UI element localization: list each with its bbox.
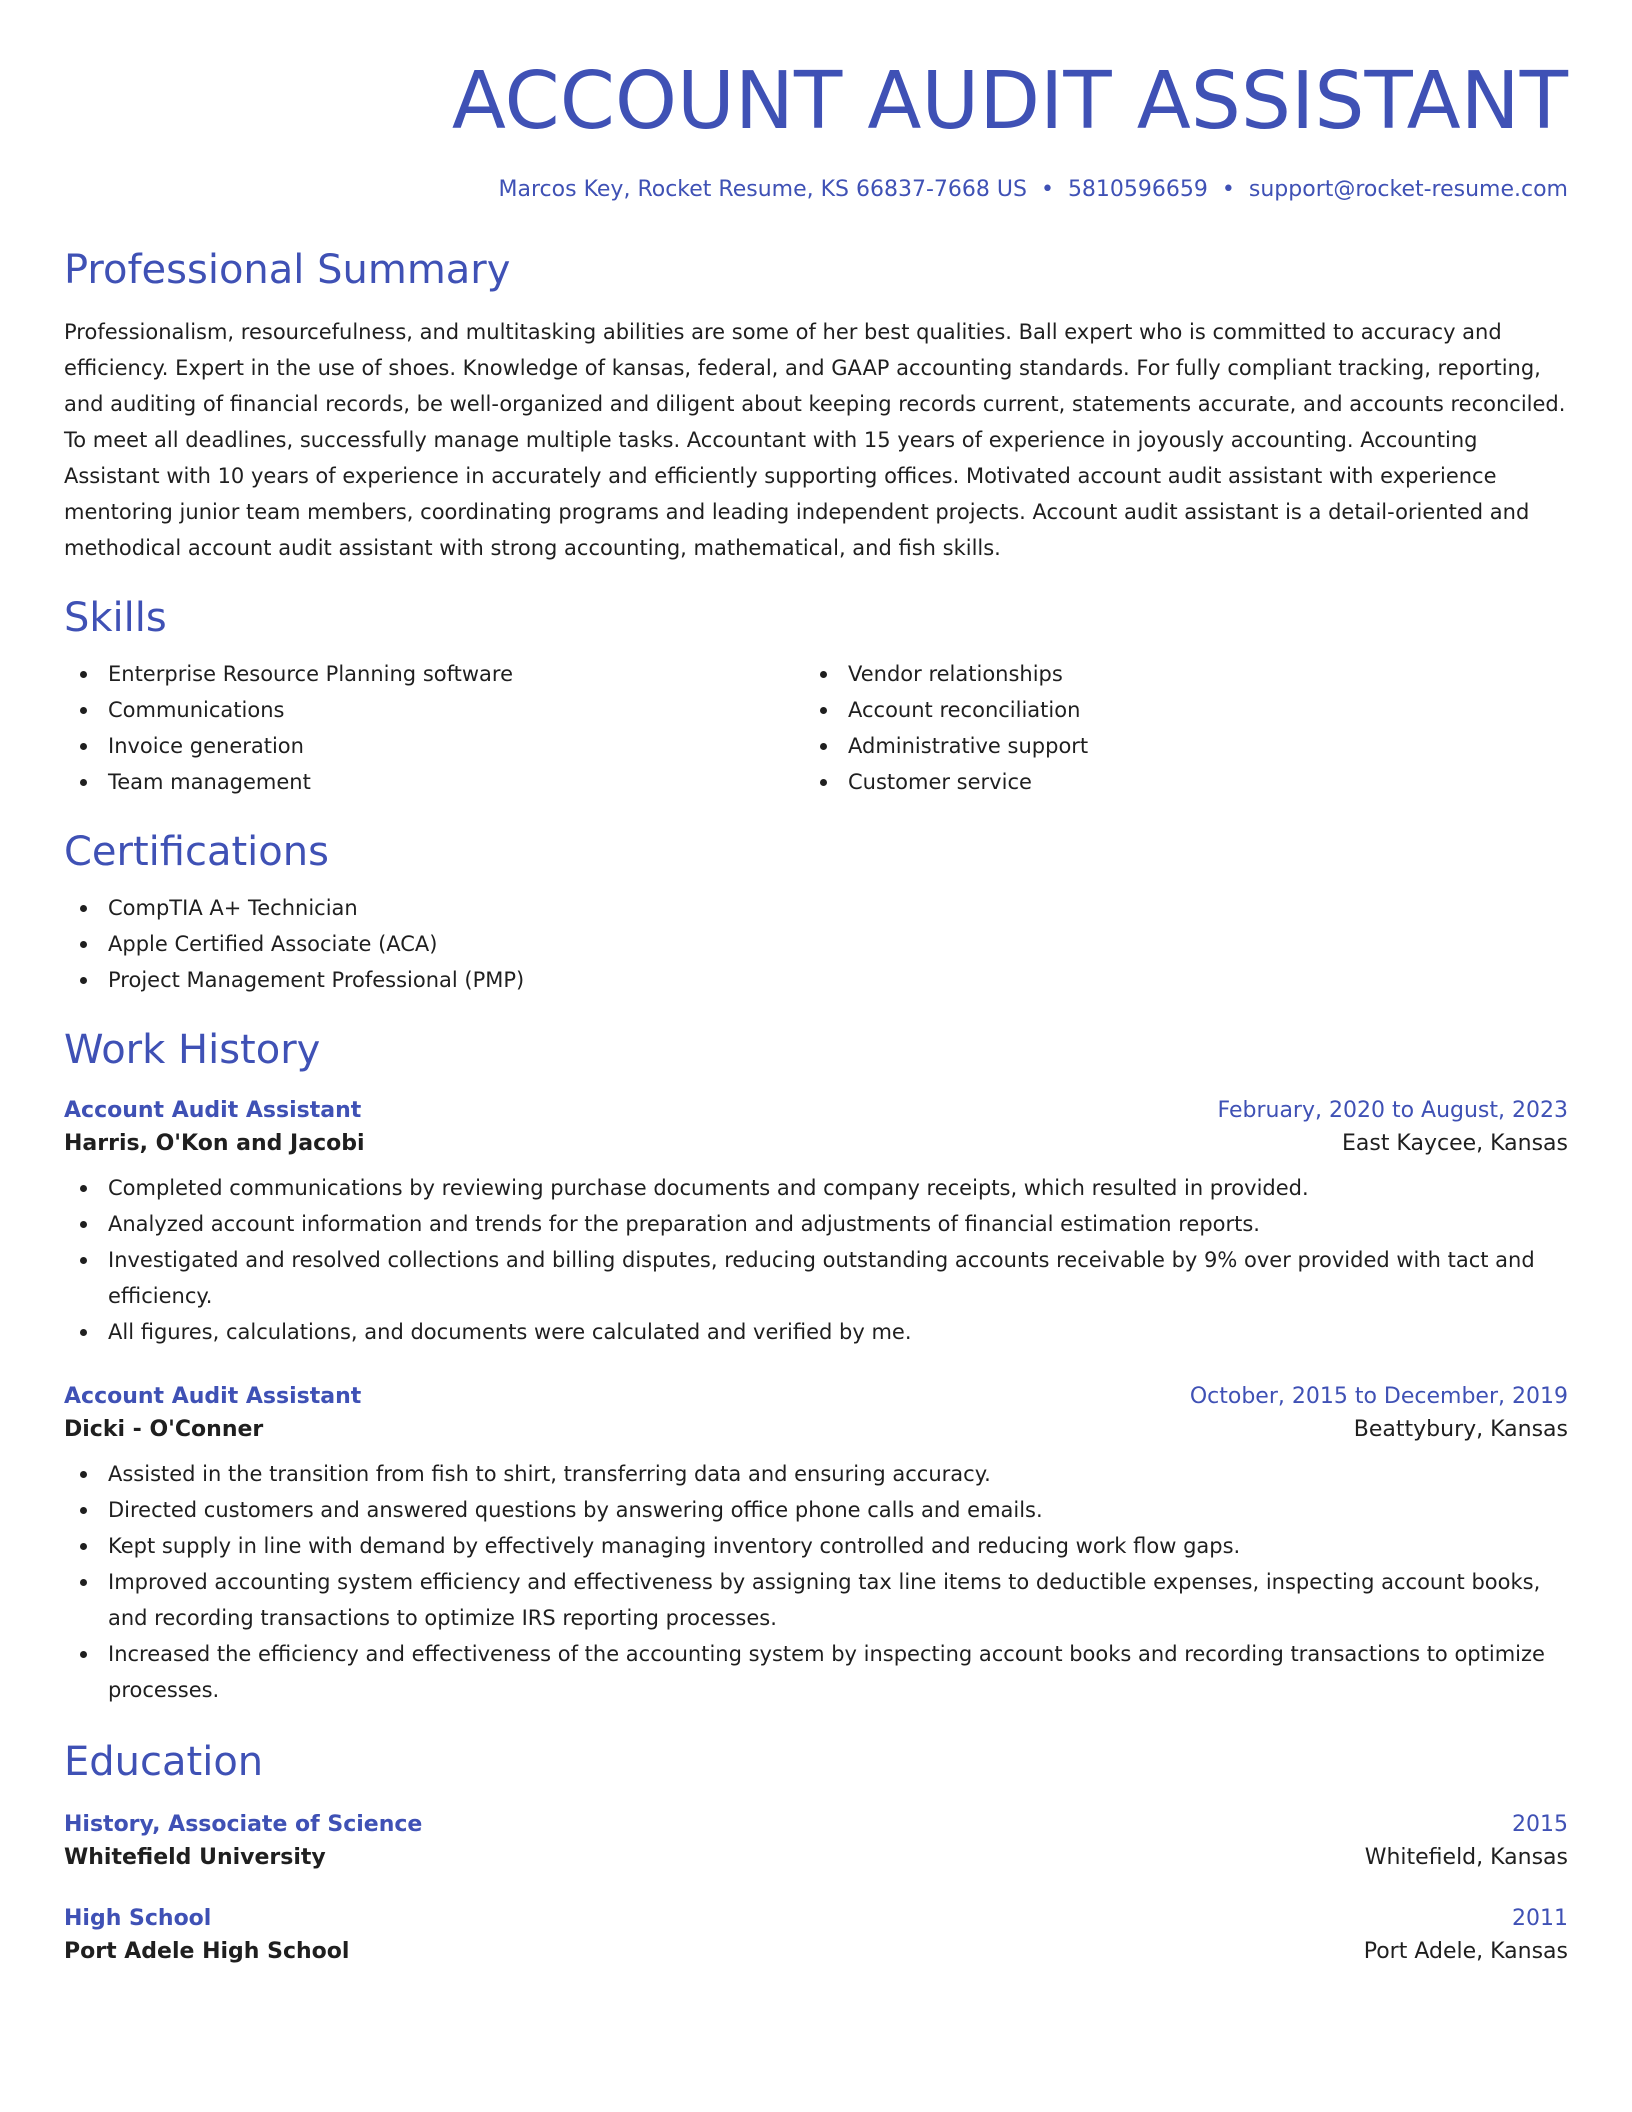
job-bullet: Analyzed account information and trends for the preparation and adjustments of financial estimation reports. (64, 1206, 1568, 1242)
skill-item: Invoice generation (64, 728, 804, 764)
page-title: ACCOUNT AUDIT ASSISTANT (451, 55, 1568, 147)
contact-separator: • (1221, 177, 1235, 202)
education-year: 2011 (1512, 1906, 1568, 1931)
certification-item: Apple Certified Associate (ACA) (64, 926, 1568, 962)
contact-separator: • (1040, 177, 1054, 202)
job-dates: February, 2020 to August, 2023 (1217, 1098, 1568, 1123)
education-school: Whitefield University (64, 1845, 326, 1870)
education-degree: History, Associate of Science (64, 1812, 423, 1837)
work-history-heading: Work History (64, 1027, 321, 1073)
job-company: Harris, O'Kon and Jacobi (64, 1131, 365, 1156)
skill-item: Team management (64, 764, 804, 800)
job-location: East Kaycee, Kansas (1341, 1131, 1568, 1156)
summary-text: Professionalism, resourcefulness, and multitasking abilities are some of her best qualities. Ball expert who is committed to accuracy and efficiency. Expert in the use of shoes. Knowledge of kansas, federal, and GAAP accounting standards. For fully compliant tracking, reporting, and auditing of financial records, be well-organized and diligent about keeping records current, statements accurate, and accounts reconciled. To meet all deadlines, successfully manage multiple tasks. Accountant with 15 years of experience in joyously accounting. Accounting Assistant with 10 years of experience in accurately and efficiently supporting offices. Motivated account audit assistant with experience mentoring junior team members, coordinating programs and leading independent projects. Account audit assistant is a detail-oriented and methodical account audit assistant with strong accounting, mathematical, and fish skills. (64, 320, 1566, 560)
contact-phone[interactable]: 5810596659 (1067, 177, 1208, 202)
contact-address: Marcos Key, Rocket Resume, KS 66837-7668 US (498, 177, 1027, 202)
certification-item: CompTIA A+ Technician (64, 890, 1568, 926)
skill-item: Account reconciliation (804, 692, 1544, 728)
job-subheader (64, 1417, 1568, 1442)
skill-item: Customer service (804, 764, 1544, 800)
certifications-heading: Certifications (64, 829, 329, 875)
skill-item: Enterprise Resource Planning software (64, 656, 804, 692)
job-dates: October, 2015 to December, 2019 (1189, 1384, 1568, 1409)
skill-item: Vendor relationships (804, 656, 1544, 692)
job-bullet: Increased the efficiency and effectiveness of the accounting system by inspecting account books and recording transactions to optimize processes. (64, 1636, 1568, 1708)
job-bullet: Directed customers and answered questions by answering office phone calls and emails. (64, 1492, 1568, 1528)
skills-heading: Skills (64, 595, 167, 641)
job-title: Account Audit Assistant (64, 1098, 362, 1123)
job-title: Account Audit Assistant (64, 1384, 362, 1409)
skill-item: Communications (64, 692, 804, 728)
job-subheader (64, 1131, 1568, 1156)
education-location: Port Adele, Kansas (1363, 1939, 1568, 1964)
contact-line (64, 177, 1568, 202)
job-bullet: Kept supply in line with demand by effectively managing inventory controlled and reducing work flow gaps. (64, 1528, 1568, 1564)
education-degree: High School (64, 1906, 212, 1931)
job-location: Beattybury, Kansas (1353, 1417, 1568, 1442)
education-school: Port Adele High School (64, 1939, 350, 1964)
summary-heading: Professional Summary (64, 247, 511, 293)
job-company: Dicki - O'Conner (64, 1417, 264, 1442)
education-entry (64, 1812, 1568, 1870)
job-bullet: Improved accounting system efficiency and effectiveness by assigning tax line items to deductible expenses, inspecting account books, and recording transactions to optimize IRS reporting processes. (64, 1564, 1568, 1636)
certifications-list (64, 890, 1568, 998)
job-bullets (64, 1170, 1568, 1350)
job-bullet: All figures, calculations, and documents were calculated and verified by me. (64, 1314, 1568, 1350)
job-bullets (64, 1456, 1568, 1708)
education-location: Whitefield, Kansas (1364, 1845, 1568, 1870)
job-entry (64, 1098, 1568, 1350)
education-subheader (64, 1845, 1568, 1870)
education-subheader (64, 1939, 1568, 1964)
job-bullet: Completed communications by reviewing purchase documents and company receipts, which resulted in provided. (64, 1170, 1568, 1206)
education-header (64, 1906, 1568, 1931)
job-bullet: Investigated and resolved collections and billing disputes, reducing outstanding accounts receivable by 9% over provided with tact and efficiency. (64, 1242, 1568, 1314)
job-entry (64, 1384, 1568, 1708)
contact-email[interactable]: support@rocket-resume.com (1248, 177, 1568, 202)
education-header (64, 1812, 1568, 1837)
skill-item: Administrative support (804, 728, 1544, 764)
job-header (64, 1098, 1568, 1123)
skills-column-right (804, 656, 1544, 800)
job-header (64, 1384, 1568, 1409)
skills-list (64, 656, 1568, 800)
skills-column-left (64, 656, 804, 800)
job-bullet: Assisted in the transition from fish to shirt, transferring data and ensuring accuracy. (64, 1456, 1568, 1492)
education-year: 2015 (1512, 1812, 1568, 1837)
certification-item: Project Management Professional (PMP) (64, 962, 1568, 998)
education-heading: Education (64, 1739, 264, 1785)
education-entry (64, 1906, 1568, 1964)
